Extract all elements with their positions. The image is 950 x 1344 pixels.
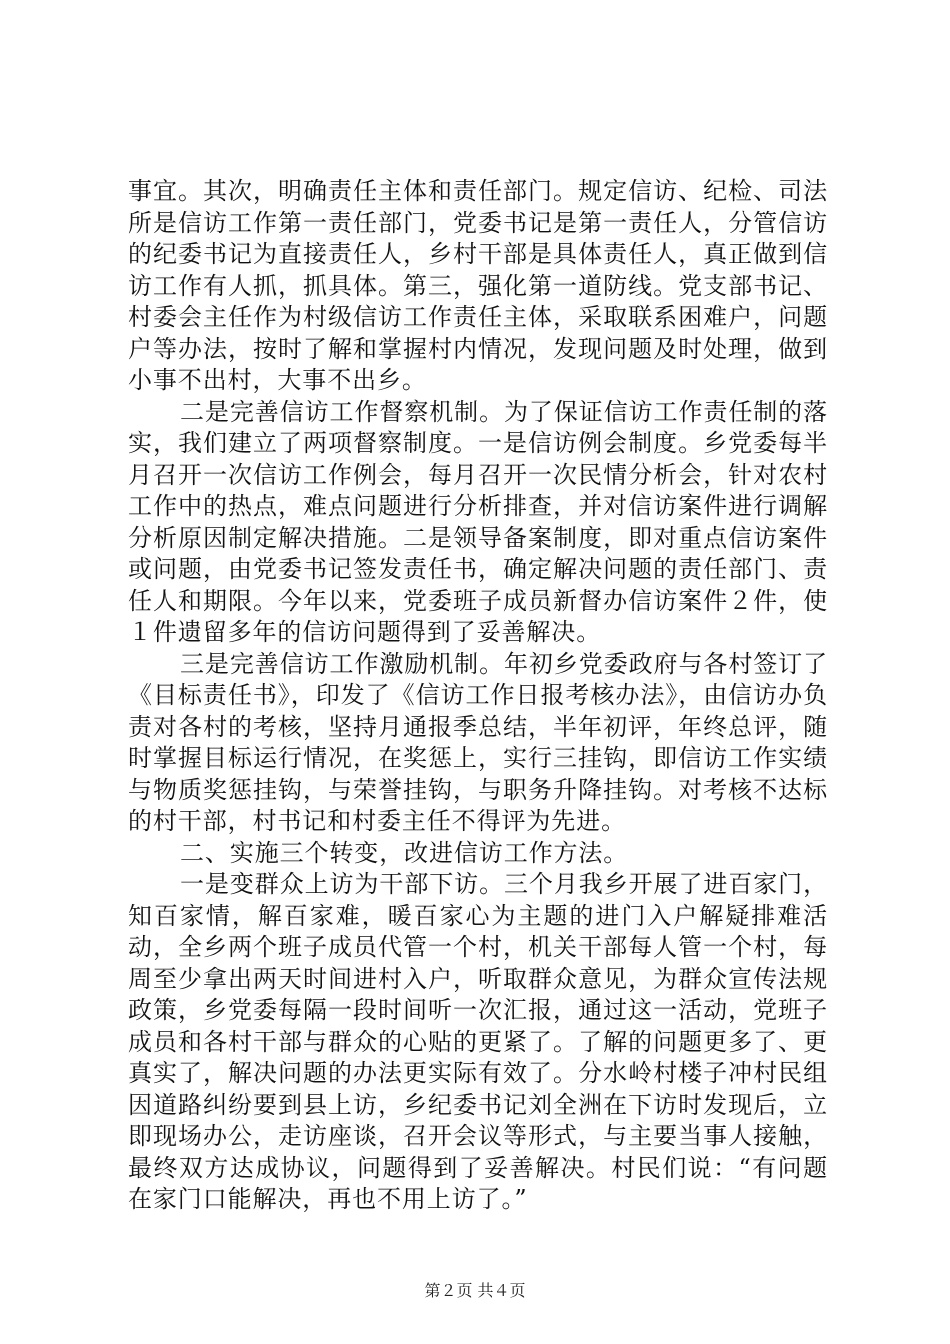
paragraph-4: 一是变群众上访为干部下访。三个月我乡开展了进百家门，知百家情，解百家难，暖百家心为主题的进门入户解疑排难活动，全乡两个班子成员代管一个村，机关干部每人管一个村，每周至少拿出两天时间进村入户，听取群众意见，为群众宣传法规政策，乡党委每隔一段时间听一次汇报，通过这一活动，党班子成员和各村干部与群众的心贴的更紧了。了解的问题更多了、更真实了，解决问题的办法更实际有效了。分水岭村楼子冲村民组因道路纠纷要到县上访，乡纪委书记刘全洲在下访时发现后，立即现场办公，走访座谈，召开会议等形式，与主要当事人接触，最终双方达成协议，问题得到了妥善解决。村民们说：“有问题在家门口能解决，再也不用上访了。”	[128, 870, 828, 1213]
paragraph-2: 二是完善信访工作督察机制。为了保证信访工作责任制的落实，我们建立了两项督察制度。一是信访例会制度。乡党委每半月召开一次信访工作例会，每月召开一次民情分析会，针对农村工作中的热点，难点问题进行分析排查，并对信访案件进行调解分析原因制定解决措施。二是领导备案制度，即对重点信访案件或问题，由党委书记签发责任书，确定解决问题的责任部门、责任人和期限。今年以来，党委班子成员新督办信访案件２件，使１件遗留多年的信访问题得到了妥善解决。	[128, 397, 828, 646]
paragraph-3: 三是完善信访工作激励机制。年初乡党委政府与各村签订了《目标责任书》，印发了《信访工作日报考核办法》，由信访办负责对各村的考核，坚持月通报季总结，半年初评，年终总评，随时掌握目标运行情况，在奖惩上，实行三挂钩，即信访工作实绩与物质奖惩挂钩，与荣誉挂钩，与职务升降挂钩。对考核不达标的村干部，村书记和村委主任不得评为先进。	[128, 649, 828, 835]
page-footer: 第２页 共４页	[424, 1281, 526, 1300]
document-body	[128, 176, 828, 1216]
paragraph-1: 事宜。其次，明确责任主体和责任部门。规定信访、纪检、司法所是信访工作第一责任部门，党委书记是第一责任人，分管信访的纪委书记为直接责任人，乡村干部是具体责任人，真正做到信访工作有人抓，抓具体。第三，强化第一道防线。党支部书记、村委会主任作为村级信访工作责任主体，采取联系困难户，问题户等办法，按时了解和掌握村内情况，发现问题及时处理，做到小事不出村，大事不出乡。	[128, 177, 828, 394]
section-heading: 二、实施三个转变，改进信访工作方法。	[180, 838, 629, 867]
